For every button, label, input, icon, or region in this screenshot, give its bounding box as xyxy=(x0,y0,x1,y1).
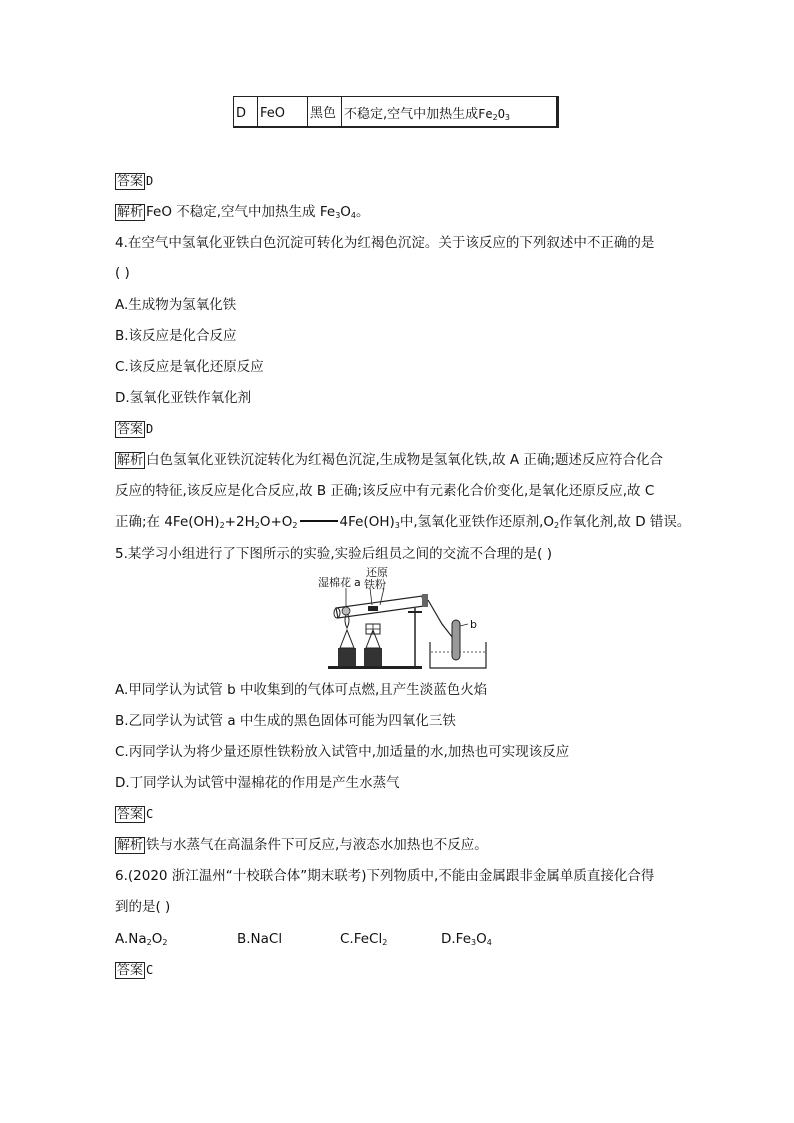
q6-option-c: C.FeCl$_2$ xyxy=(340,931,388,947)
answer-label: 答案 xyxy=(117,174,144,189)
q5-option-a: A.甲同学认为试管 b 中收集到的气体可点燃,且产生淡蓝色火焰 xyxy=(115,682,488,698)
q6-stem-line2: 到的是( ) xyxy=(115,899,171,915)
q4-analysis-line2: 反应的特征,该反应是化合反应,故 B 正确;该反应中有元素化合价变化,是氧化还原反应,故 C xyxy=(115,483,655,499)
q5-stem: 5.某学习小组进行了下图所示的实验,实验后组员之间的交流不合理的是( ) xyxy=(115,546,552,562)
lamp-left xyxy=(340,630,354,648)
analysis-label: 解析 xyxy=(117,453,144,468)
equals-bar xyxy=(300,520,338,522)
q3-analysis-line: 解析 FeO 不稳定,空气中加热生成 $Fe_3O_4$。 xyxy=(117,204,370,220)
table-cell-label: D xyxy=(234,97,258,127)
answer-label: 答案 xyxy=(117,422,144,437)
q5-option-c: C.丙同学认为将少量还原性铁粉放入试管中,加适量的水,加热也可实现该反应 xyxy=(115,744,570,760)
burner-block-left xyxy=(338,648,356,666)
test-tube xyxy=(336,596,424,618)
answer-label: 答案 xyxy=(117,807,144,822)
table-cell-property: 不稳定,空气中加热生成$Fe_2O_3$ xyxy=(344,107,511,122)
iron-powder xyxy=(368,606,378,611)
q4-stem: 4.在空气中氢氧化亚铁白色沉淀可转化为红褐色沉淀。关于该反应的下列叙述中不正确的是 xyxy=(115,235,655,251)
q4-analysis-line1: 解析 白色氢氧化亚铁沉淀转化为红褐色沉淀,生成物是氢氧化铁,故 A 正确;题述反应符合化合 xyxy=(117,452,663,468)
q4-analysis-line3: 正确;在 $4Fe(OH)_2+2H_2O+O_2$ $4Fe(OH)_3$中,氢氧化亚铁作还原剂$,O_2$作氧化剂,故 D 错误。 xyxy=(115,514,691,530)
properties-table-row xyxy=(233,96,559,128)
analysis-label: 解析 xyxy=(117,838,144,853)
q5-analysis-line: 解析 铁与水蒸气在高温条件下可反应,与液态水加热也不反应。 xyxy=(117,837,488,853)
q4-option-a: A.生成物为氢氧化铁 xyxy=(115,297,237,313)
q3-answer: D xyxy=(146,174,154,188)
q4-option-b: B.该反应是化合反应 xyxy=(115,328,237,344)
q5-option-b: B.乙同学认为试管 a 中生成的黑色固体可能为四氧化三铁 xyxy=(115,713,456,729)
label-iron-powder: 铁粉 xyxy=(364,578,386,591)
q6-answer: C xyxy=(146,963,154,977)
q4-paren: ( ) xyxy=(115,265,130,281)
q4-option-c: C.该反应是氧化还原反应 xyxy=(115,359,264,375)
collection-tube-b xyxy=(452,620,460,660)
burner-block-right xyxy=(364,648,382,666)
q4-option-d: D.氢氧化亚铁作氧化剂 xyxy=(115,390,252,406)
table-cell-color: 黑色 xyxy=(308,97,342,127)
q6-answer-line xyxy=(115,961,153,979)
q6-options xyxy=(115,930,492,952)
label-a: a xyxy=(354,576,361,589)
q4-answer: D xyxy=(146,422,154,436)
label-wet-cotton: 湿棉花 xyxy=(318,576,351,589)
answer-label: 答案 xyxy=(117,963,144,978)
label-reduce: 还原 xyxy=(366,566,388,579)
apparatus-figure xyxy=(318,568,490,672)
wet-cotton xyxy=(342,607,350,615)
q6-option-a: $A.Na_2O_2$ xyxy=(115,931,168,947)
q3-answer-line xyxy=(115,172,153,190)
q6-option-d: $D.Fe_3O_4$ xyxy=(441,931,492,947)
q4-answer-line xyxy=(115,420,153,438)
q5-option-d: D.丁同学认为试管中湿棉花的作用是产生水蒸气 xyxy=(115,775,400,791)
q6-stem-line1: 6.(2020 浙江温州“十校联合体”期末联考)下列物质中,不能由金属跟非金属单质直接化合得 xyxy=(115,868,655,884)
analysis-label: 解析 xyxy=(117,205,144,220)
q5-answer-line xyxy=(115,805,153,823)
stand-base xyxy=(328,666,422,669)
stopper xyxy=(422,594,428,607)
q5-answer: C xyxy=(146,807,154,821)
q6-option-b: B.NaCl xyxy=(237,931,283,947)
label-b: b xyxy=(470,618,477,631)
table-cell-formula: FeO xyxy=(258,97,308,127)
